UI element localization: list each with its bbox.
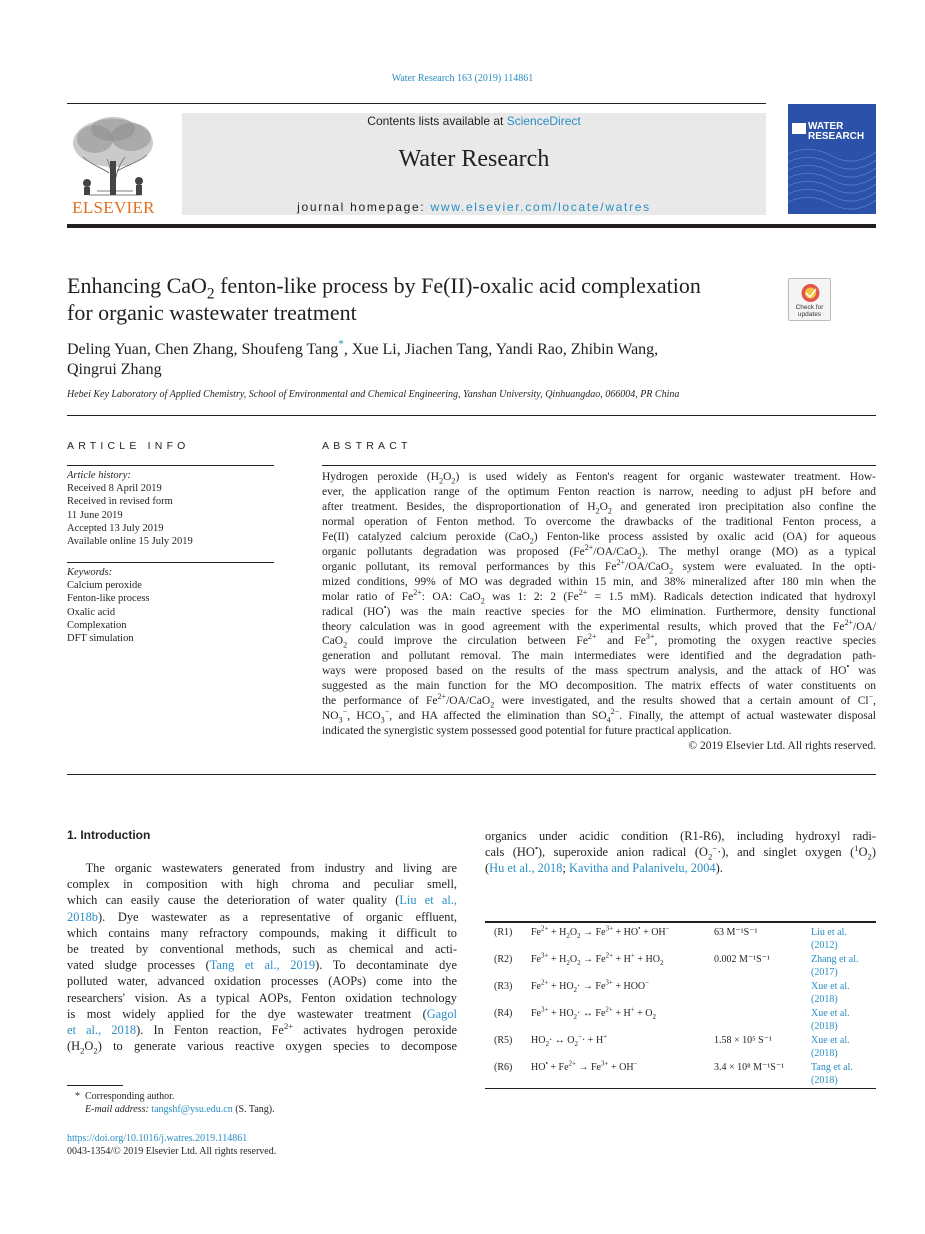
article-doi — [67, 1132, 457, 1158]
reaction-reference-link[interactable]: Xue et al. (2018) — [811, 1008, 850, 1032]
author-email-link[interactable]: tangshf@ysu.edu.cn — [151, 1104, 233, 1115]
abstract-heading: ABSTRACT — [322, 440, 412, 452]
article-title: Enhancing CaO$_2$ fenton-like process by Fe(II)-oxalic acid complexation for organic wastewater treatment — [67, 273, 701, 325]
intro-heading: 1. Introduction — [67, 828, 151, 842]
intro-paragraph: The organic wastewaters generated from industry and living are complex in composition with high chroma and peculiar smell, which can easily cause the deterioration of water quality (Liu et al., 2018b). Dye wastewater as a representative of organic effluent, which contains many refractory compounds, making it difficult to be treated by conventional methods, such as chemical and acti- vated sludge processes (Tang et al., 2019). To decontaminate dye polluted water, advanced oxidation processes (AOPs) come into the researchers' vision. As a typical AOPs, Fenton oxidation technology is most widely applied for the dye wastewater treatment (Gagol et al., 2018). In Fenton reaction, $Fe^{2+}$ activates hydrogen peroxide $(H_2O_2)$ to generate various reactive oxygen species to decompose — [67, 861, 457, 1056]
reaction-row: (R2) $Fe^{3+} + H_2O_2 \to Fe^{2+} + H^+ + HO_2$ 0.002 M⁻¹S⁻¹ Zhang et al. (2017) — [494, 951, 859, 978]
header-rule-thick — [67, 224, 876, 228]
reaction-reference-link[interactable]: Liu et al. (2012) — [811, 927, 847, 951]
contents-availability: Contents lists available at ScienceDirect — [367, 114, 581, 128]
corresponding-author-mark[interactable]: * — [338, 338, 344, 351]
header-rule-top — [67, 103, 766, 104]
abstract-end-rule — [67, 774, 876, 775]
article-history: Article history: Received 8 April 2019 Received in revised form 11 June 2019 Accepted 13 July 2019 Available online 15 July 2019 — [67, 470, 193, 548]
reaction-row: (R3) $Fe^{2+} + HO_2\cdot \to Fe^{3+} + HOO^-$ Xue et al. (2018) — [494, 978, 850, 1005]
reaction-row: (R4) $Fe^{3+} + HO_2\cdot$ ↔ $Fe^{2+} + H^+ + O_2$ Xue et al. (2018) — [494, 1005, 850, 1032]
reaction-table-bottom-rule — [485, 1088, 876, 1089]
reaction-reference-link[interactable]: Xue et al. (2018) — [811, 981, 850, 1005]
reaction-row: (R1) $Fe^{2+} + H_2O_2 \to Fe^{3+} + HO^• + OH^-$ 63 M⁻¹S⁻¹ Liu et al. (2012) — [494, 924, 847, 951]
intro-paragraph-continued: organics under acidic condition (R1-R6), including hydroxyl radi- cals (HO•), superoxide anion radical $(O_2^-\cdot)$, and singlet oxygen $(^1O_2)$ (Hu et al., 2018; Kavitha and Palanivelu, 2004). — [485, 829, 877, 876]
doi-link[interactable]: https://doi.org/10.1016/j.watres.2019.114861 — [67, 1133, 248, 1144]
elsevier-wordmark[interactable]: ELSEVIER — [72, 198, 155, 217]
issn-line: 0043-1354/© 2019 Elsevier Ltd. All rights reserved. — [67, 1146, 277, 1157]
keywords: Keywords: Calcium peroxide Fenton-like process Oxalic acid Complexation DFT simulation — [67, 567, 150, 645]
check-updates-label: Check for updates — [795, 304, 824, 318]
check-updates-icon — [789, 279, 832, 305]
footnote-rule — [67, 1085, 123, 1086]
copyright: © 2019 Elsevier Ltd. All rights reserved. — [688, 740, 876, 753]
reaction-reference-link[interactable]: Zhang et al. (2017) — [811, 954, 859, 978]
iwa-badge-icon — [792, 123, 806, 134]
reaction-table-top-rule — [485, 921, 876, 923]
journal-citation[interactable]: Water Research 163 (2019) 114861 — [391, 73, 534, 84]
reaction-reference-link[interactable]: Tang et al. (2018) — [811, 1062, 853, 1086]
section-rule — [67, 415, 876, 416]
affiliation: Hebei Key Laboratory of Applied Chemistry, School of Environmental and Chemical Engineering, Yanshan University, Qinhuangdao, 066004, PR China — [67, 389, 680, 400]
footnote: * Corresponding author. E-mail address: tangshf@ysu.edu.cn (S. Tang). — [75, 1091, 275, 1115]
article-info-heading: ARTICLE INFO — [67, 440, 190, 452]
reaction-row: (R6) $HO^• + Fe^{2+} \to Fe^{3+} + OH^-$ 3.4 × 10⁸ M⁻¹S⁻¹ Tang et al. (2018) — [494, 1059, 853, 1086]
reaction-reference-link[interactable]: Xue et al. (2018) — [811, 1035, 850, 1059]
reaction-row: (R5) $HO_2\cdot$ ↔ $O_2^-\cdot + H^+$ 1.58 × 10⁵ S⁻¹ Xue et al. (2018) — [494, 1032, 850, 1059]
abstract-rule — [322, 465, 876, 466]
homepage-link[interactable]: www.elsevier.com/locate/watres — [430, 200, 651, 214]
journal-cover[interactable] — [788, 104, 876, 214]
cover-title: WATER RESEARCH — [808, 121, 865, 142]
author-list: Deling Yuan, Chen Zhang, Shoufeng Tang*, Xue Li, Jiachen Tang, Yandi Rao, Zhibin Wang, Qingrui Zhang — [67, 338, 659, 378]
sciencedirect-link[interactable]: ScienceDirect — [506, 114, 581, 128]
journal-title: Water Research — [398, 146, 550, 172]
abstract-text: Hydrogen peroxide $(H_2O_2)$ is used widely as Fenton's reagent for organic wastewater treatment. How- ever, the application range of the optimum Fenton reaction is narrow, needing to adjust pH before and after treatment. Besides, the disproportionation of $H_2O_2$ and generated iron precipitation also confine the normal operation of Fenton method. To overcome the drawbacks of the traditional Fenton process, a Fe(II) catalyzed calcium peroxide (CaO$_2$) Fenton-like process assisted by oxalic acid (OA) for aqueous organic pollutants degradation was proposed $(Fe^{2+}/OA/CaO_2)$. The methyl orange (MO) as a typical organic pollutant, its removal performances by this $Fe^{2+}/OA/CaO_2$ system were evaluated. In the opti- mized conditions, 99% of MO was degraded within 15 min, and 38% mineralized after 180 min when the molar ratio of $Fe^{2+}$: OA: CaO$_2$ was 1: 2: 2 ($Fe^{2+} = 1.5$ mM). Radicals detection indicated that hydroxyl radical (HO•) was the main reactive species for the MO elimination. Furthermore, density functional theory calculation was in good agreement with the experimental results, which proved that the $Fe^{2+}/OA/$ CaO$_2$ could improve the circulation between $Fe^{2+}$ and $Fe^{3+}$, promoting the oxygen reactive species generation and pollutant removal. The main intermediates were identified and the degradation path- ways were proposed based on the results of the mass spectrum analysis, and the attack of HO• was suggested as the main function for the MO decomposition. The matrix effects of water constituents on the performance of $Fe^{2+}/OA/CaO_2$ were investigated, and the results showed that a certain amount of Cl−, $NO_3^-$, $HCO_3^-$, and HA affected the elimination than $SO_4^{2-}$. Finally, the attempt of actual wastewater disposal indicated the synergistic system possessed good potential for future practical application. © 2019 Elsevier Ltd. All rights reserved. — [322, 471, 876, 753]
article-info-rule — [67, 465, 274, 466]
journal-homepage: journal homepage: www.elsevier.com/locate/watres — [297, 200, 651, 214]
keywords-rule — [67, 562, 274, 563]
